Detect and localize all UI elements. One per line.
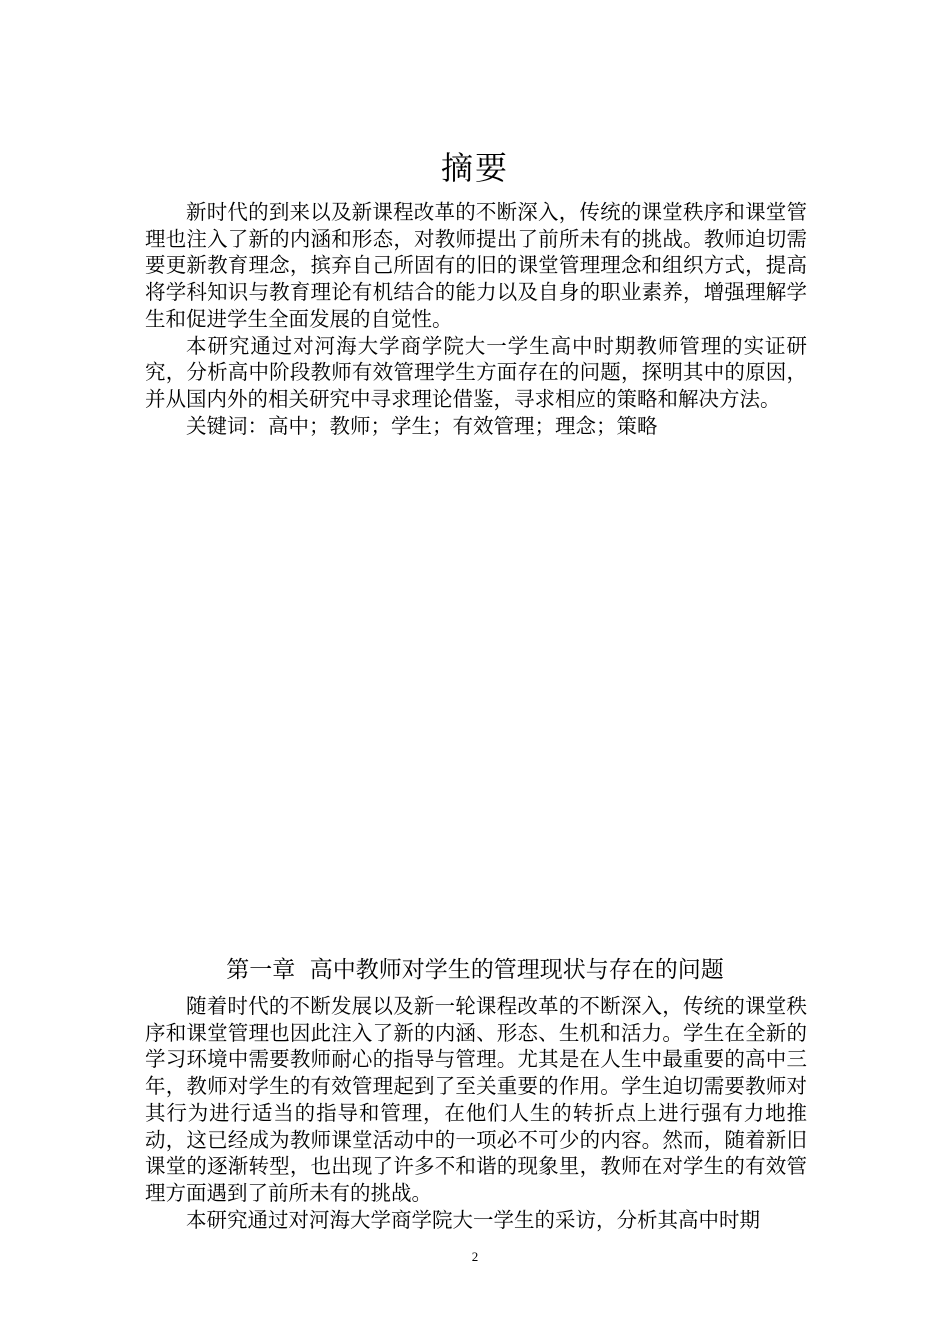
abstract-body: [145, 199, 807, 439]
chapter-paragraph-1: 随着时代的不断发展以及新一轮课程改革的不断深入，传统的课堂秩序和课堂管理也因此注入了新的内涵、形态、生机和活力。学生在全新的学习环境中需要教师耐心的指导与管理。尤其是在人生中最重要的高中三年，教师对学生的有效管理起到了至关重要的作用。学生迫切需要教师对其行为进行适当的指导和管理，在他们人生的转折点上进行强有力地推动，这已经成为教师课堂活动中的一项必不可少的内容。然而，随着新旧课堂的逐渐转型，也出现了许多不和谐的现象里，教师在对学生的有效管理方面遇到了前所未有的挑战。: [145, 994, 807, 1205]
abstract-title: 摘要: [440, 149, 509, 187]
abstract-paragraph-2: 本研究通过对河海大学商学院大一学生高中时期教师管理的实证研究，分析高中阶段教师有效管理学生方面存在的问题，探明其中的原因，并从国内外的相关研究中寻求理论借鉴，寻求相应的策略和解决方法。: [145, 333, 807, 411]
chapter-body: [145, 993, 807, 1233]
abstract-paragraph-1: 新时代的到来以及新课程改革的不断深入，传统的课堂秩序和课堂管理也注入了新的内涵和形态，对教师提出了前所未有的挑战。教师迫切需要更新教育理念，摈弃自己所固有的旧的课堂管理理念和组织方式，提高将学科知识与教育理论有机结合的能力以及自身的职业素养，增强理解学生和促进学生全面发展的自觉性。: [145, 200, 807, 331]
chapter-title: 第一章 高中教师对学生的管理现状与存在的问题: [226, 957, 724, 983]
page-number: 2: [471, 1249, 479, 1264]
abstract-keywords: 关键词：高中；教师；学生；有效管理；理念；策略: [186, 413, 658, 438]
chapter-paragraph-2: 本研究通过对河海大学商学院大一学生的采访，分析其高中时期: [186, 1207, 760, 1232]
